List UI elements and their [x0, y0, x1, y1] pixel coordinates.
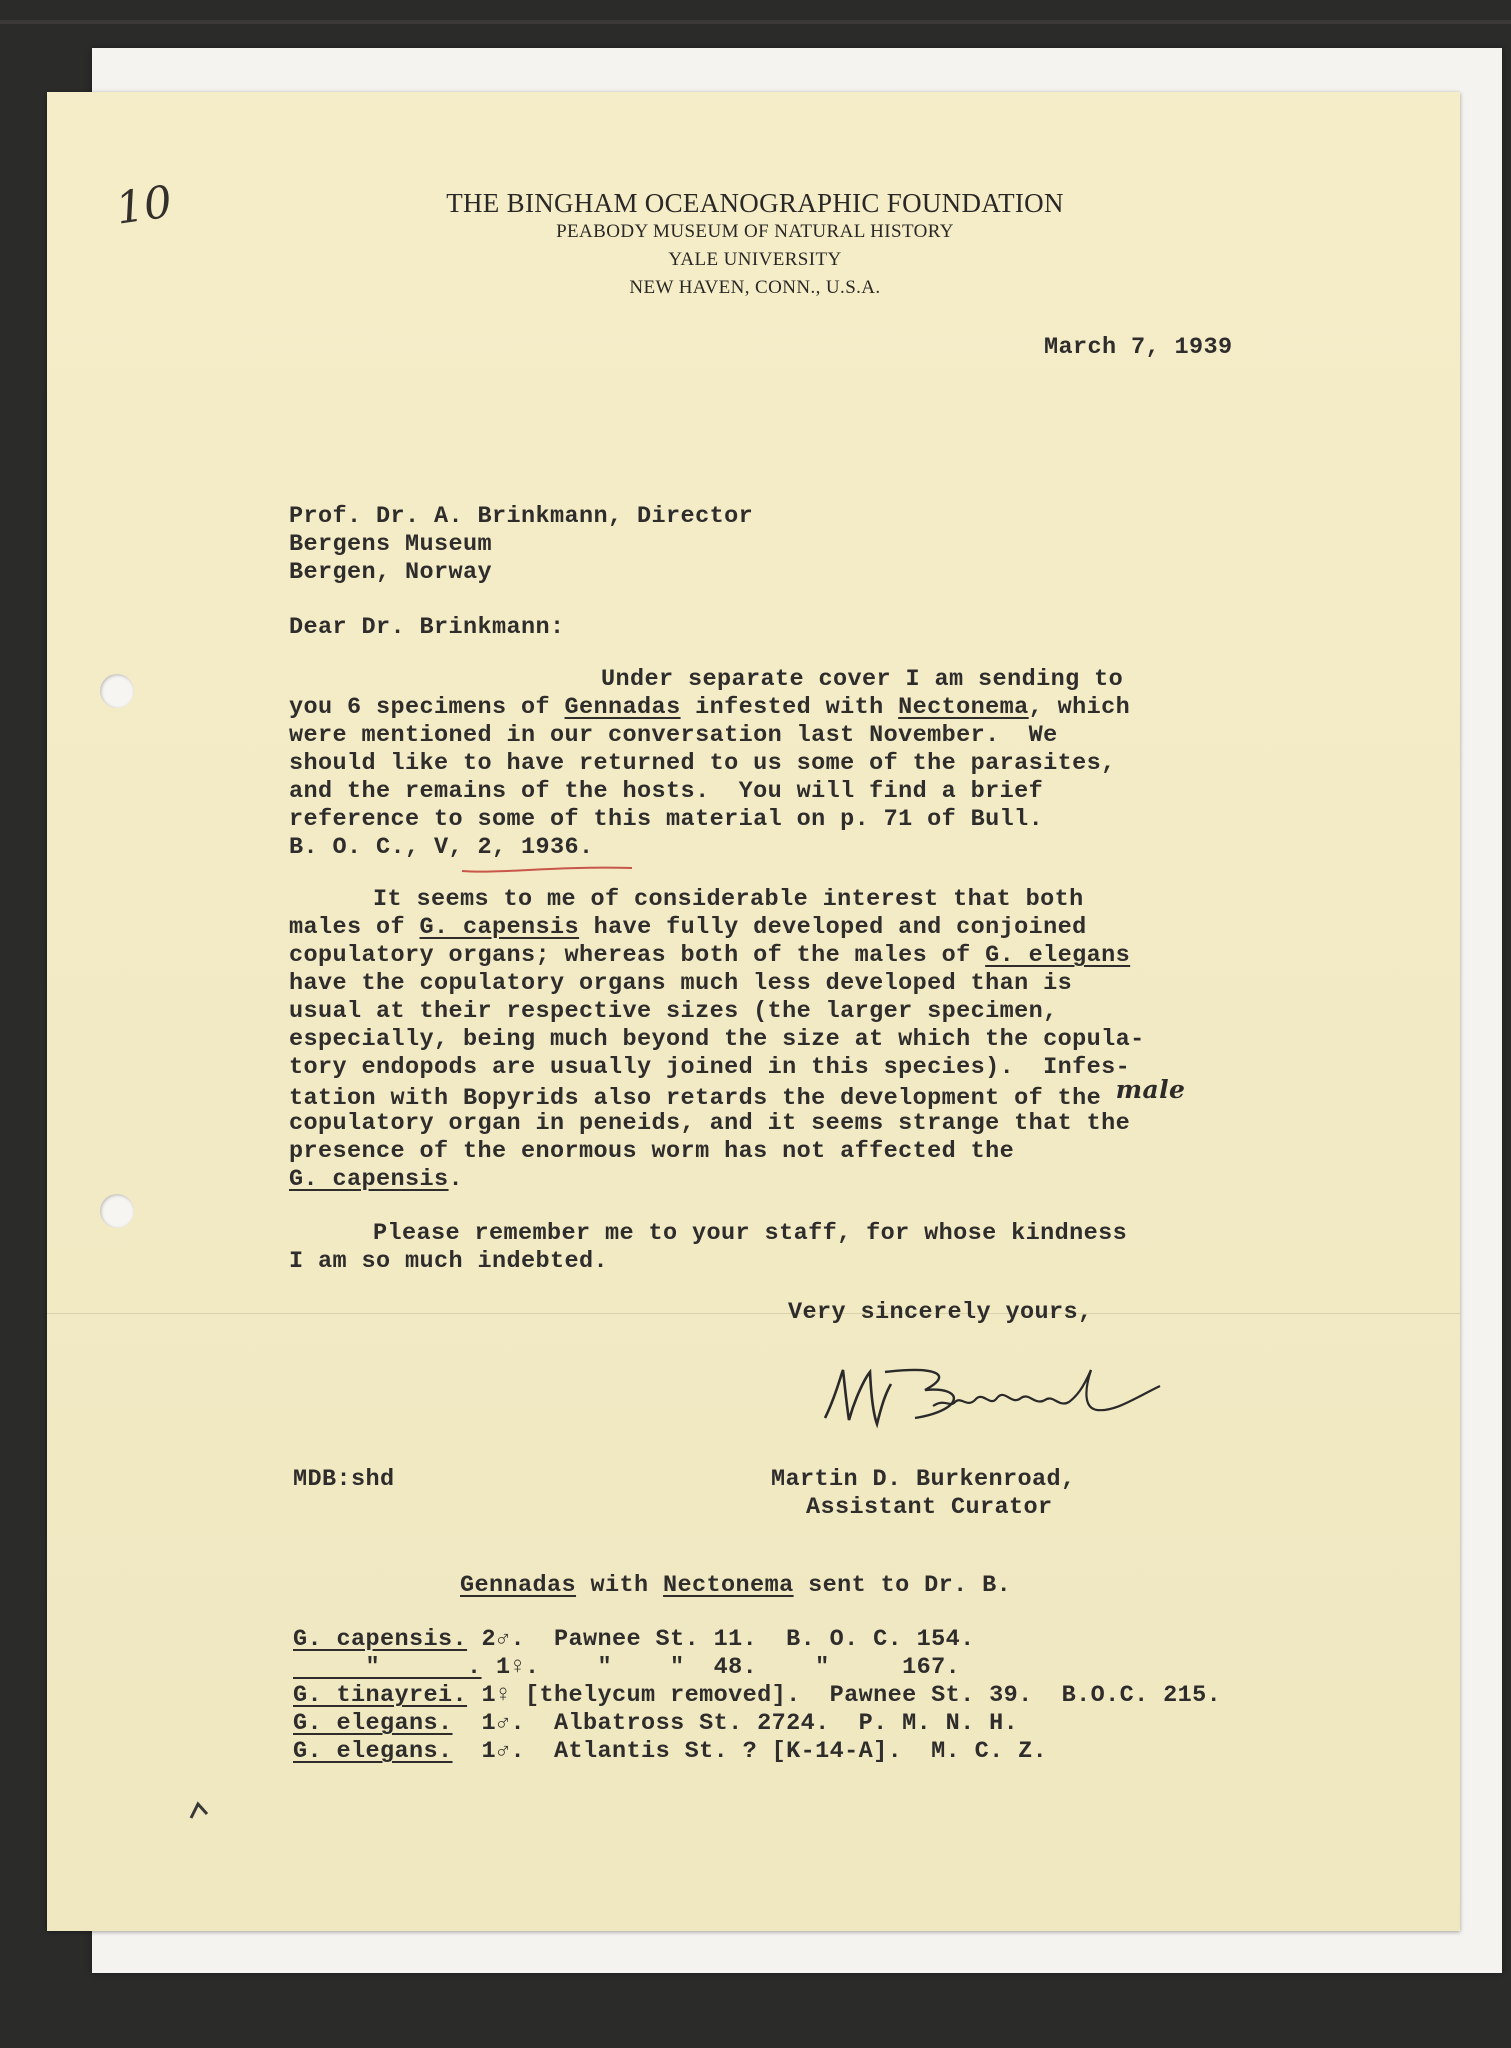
list-title: Gennadas with Nectonema sent to Dr. B. — [460, 1572, 1012, 1599]
red-pencil-underline — [460, 862, 635, 876]
letterhead-org: THE BINGHAM OCEANOGRAPHIC FOUNDATION — [446, 188, 1064, 218]
closing: Very sincerely yours, — [788, 1299, 1093, 1326]
list-item: G. elegans. 1♂. Albatross St. 2724. P. M. N. H. — [293, 1710, 1019, 1737]
paragraph-line: B. O. C., V, 2, 1936. — [289, 834, 594, 861]
paragraph-line: copulatory organ in peneids, and it seems strange that the — [289, 1110, 1131, 1137]
reference-initials: MDB:shd — [293, 1466, 395, 1493]
letter-date: March 7, 1939 — [1044, 334, 1233, 361]
list-item: G. tinayrei. 1♀ [thelycum removed]. Pawnee St. 39. B.O.C. 215. — [293, 1682, 1222, 1709]
paragraph-line: tory endopods are usually joined in this species). Infes- — [289, 1054, 1131, 1081]
taxon-g-capensis: G. capensis — [419, 914, 580, 941]
taxon-nectonema: Nectonema — [898, 694, 1029, 721]
taxon-g-elegans: G. elegans — [985, 942, 1131, 969]
paragraph-line: tation with Bopyrids also retards the development of the male — [289, 1075, 1186, 1112]
paragraph-line: males of G. capensis have fully developed and conjoined — [289, 914, 1087, 941]
address-line: Bergens Museum — [289, 531, 493, 558]
paragraph-line: copulatory organs; whereas both of the males of G. elegans — [289, 942, 1131, 969]
pencil-mark — [188, 1800, 210, 1822]
paragraph-line: reference to some of this material on p. 71 of Bull. — [289, 806, 1044, 833]
punch-hole — [100, 1194, 134, 1228]
paragraph-line: should like to have returned to us some of the parasites, — [289, 750, 1116, 777]
taxon-gennadas: Gennadas — [564, 694, 681, 721]
folio-number: 10 — [112, 176, 176, 235]
paragraph-line: were mentioned in our conversation last November. We — [289, 722, 1058, 749]
list-item: G. capensis. 2♂. Pawnee St. 11. B. O. C. 154. — [293, 1626, 975, 1653]
punch-hole — [100, 674, 134, 708]
list-item: " . 1♀. " " 48. " 167. — [293, 1654, 961, 1681]
signer-name: Martin D. Burkenroad, — [771, 1466, 1076, 1493]
fold-line — [47, 1313, 1460, 1314]
handwritten-insert: male — [1115, 1075, 1186, 1104]
signer-title: Assistant Curator — [806, 1494, 1053, 1521]
paragraph-line: especially, being much beyond the size at which the copula- — [289, 1026, 1145, 1053]
address-line: Prof. Dr. A. Brinkmann, Director — [289, 503, 754, 530]
taxon-g-capensis: G. capensis — [289, 1166, 449, 1193]
paragraph-line: usual at their respective sizes (the larger specimen, — [289, 998, 1058, 1025]
salutation: Dear Dr. Brinkmann: — [289, 614, 565, 641]
letterhead-city: NEW HAVEN, CONN., U.S.A. — [629, 277, 881, 298]
letterhead-university: YALE UNIVERSITY — [668, 249, 842, 270]
paragraph-line: G. capensis. — [289, 1166, 464, 1193]
paragraph-line: presence of the enormous worm has not affected the — [289, 1138, 1015, 1165]
paragraph-line: It seems to me of considerable interest that both — [373, 886, 1084, 913]
paragraph-line: I am so much indebted. — [289, 1248, 609, 1275]
address-line: Bergen, Norway — [289, 559, 493, 586]
paragraph-line: you 6 specimens of Gennadas infested with Nectonema, which — [289, 694, 1131, 721]
paragraph-line: and the remains of the hosts. You will find a brief — [289, 778, 1044, 805]
signature — [815, 1358, 1175, 1438]
letterhead-museum: PEABODY MUSEUM OF NATURAL HISTORY — [556, 221, 954, 242]
paragraph-line: Please remember me to your staff, for whose kindness — [373, 1220, 1128, 1247]
list-item: G. elegans. 1♂. Atlantis St. ? [K-14-A]. M. C. Z. — [293, 1738, 1048, 1765]
paragraph-line: Under separate cover I am sending to — [601, 666, 1124, 693]
background-edge — [0, 20, 1511, 24]
paragraph-line: have the copulatory organs much less developed than is — [289, 970, 1073, 997]
